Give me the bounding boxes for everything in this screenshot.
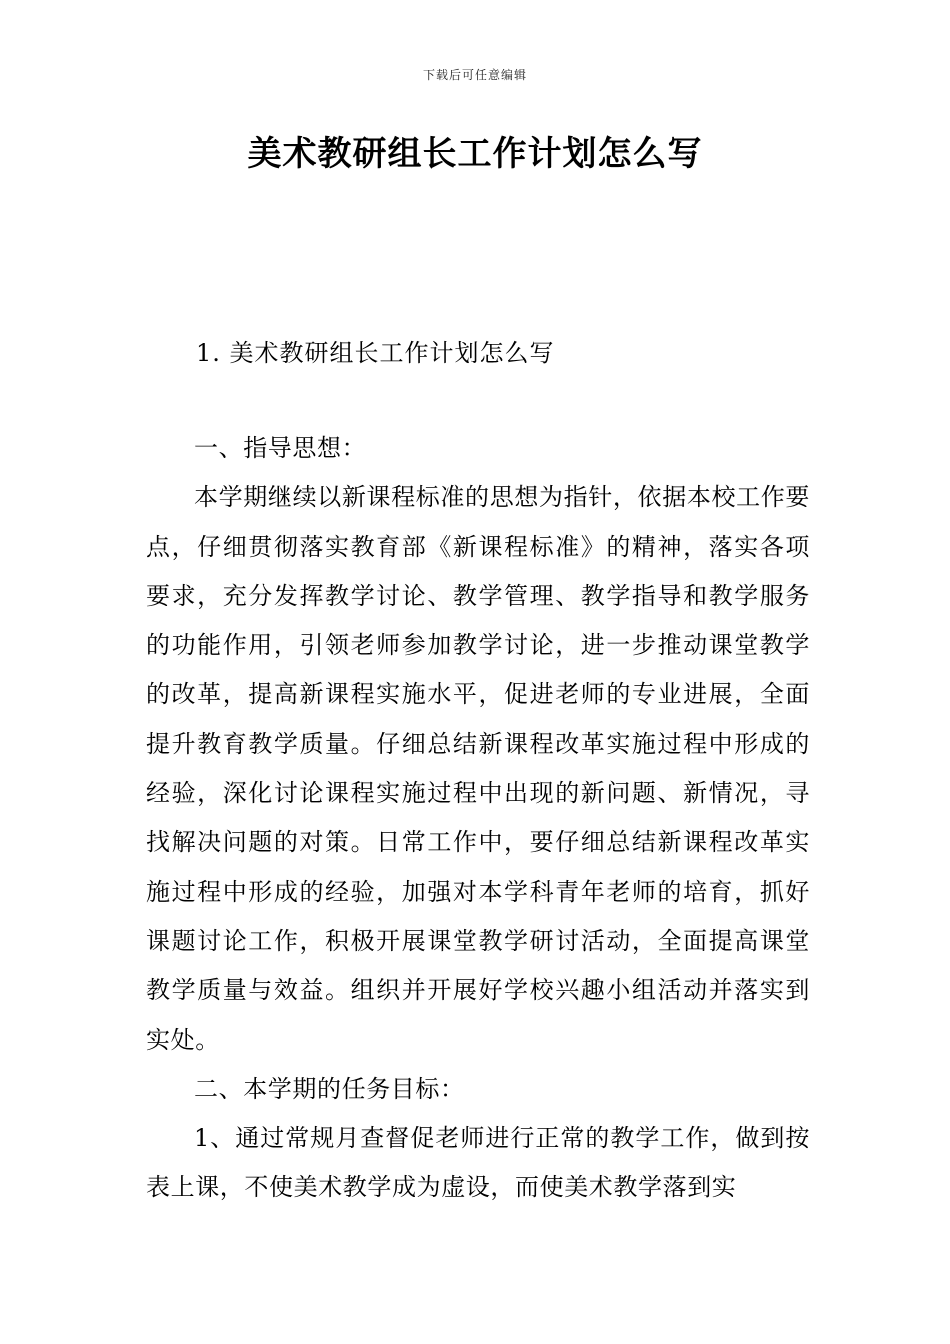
document-body (146, 424, 810, 1213)
paragraph-guiding-ideas-heading: 一、指导思想： (194, 434, 367, 462)
section-heading: 1. 美术教研组长工作计划怎么写 (196, 339, 555, 367)
header-note: 下载后可任意编辑 (422, 68, 527, 82)
document-title: 美术教研组长工作计划怎么写 (247, 134, 703, 174)
paragraph-goals-heading: 二、本学期的任务目标： (194, 1074, 465, 1103)
paragraph-guiding-ideas: 本学期继续以新课程标准的思想为指针，依据本校工作要点，仔细贯彻落实教育部《新课程标准》的精神，落实各项要求，充分发挥教学讨论、教学管理、教学指导和教学服务的功能作用，引领老师参加教学讨论，进一步推动课堂教学的改革，提高新课程实施水平，促进老师的专业进展，全面提升教育教学质量。仔细总结新课程改革实施过程中形成的经验，深化讨论课程实施过程中出现的新问题、新情况，寻找解决问题的对策。日常工作中，要仔细总结新课程改革实施过程中形成的经验，加强对本学科青年老师的培育，抓好课题讨论工作，积极开展课堂教学研讨活动，全面提高课堂教学质量与效益。组织并开展好学校兴趣小组活动并落实到实处。 (146, 483, 810, 1054)
paragraph-goal-1: 1、通过常规月查督促老师进行正常的教学工作，做到按表上课，不使美术教学成为虚设，而使美术教学落到实 (146, 1124, 810, 1202)
